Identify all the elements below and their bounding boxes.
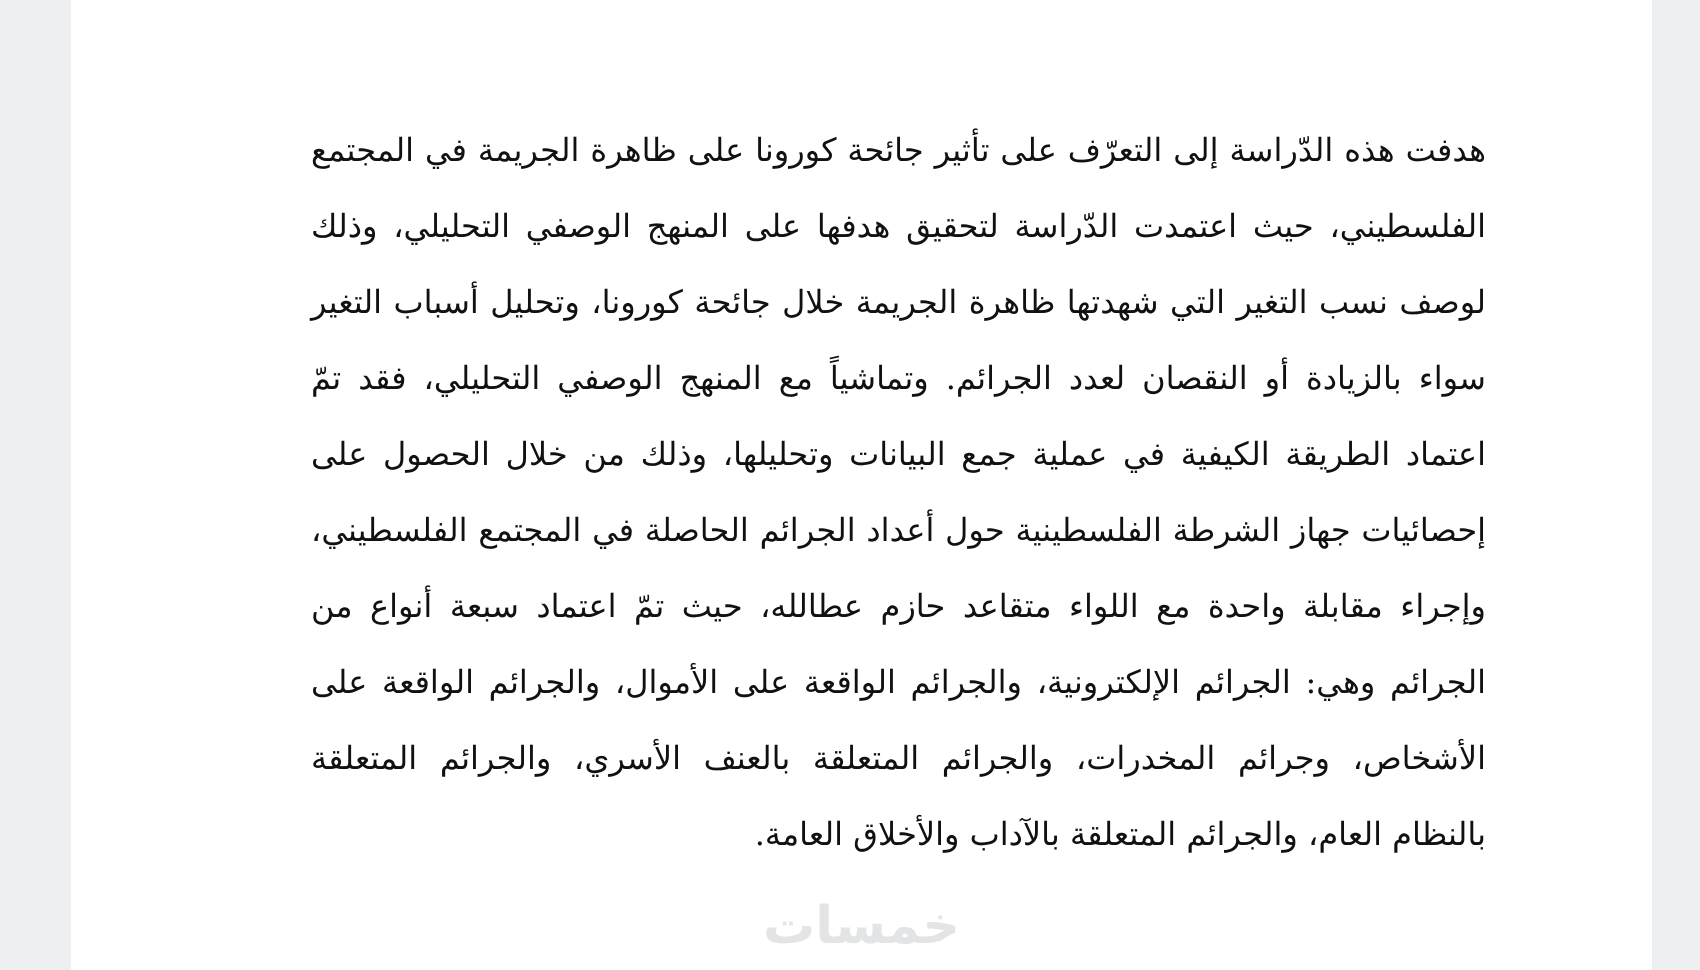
abstract-paragraph: هدفت هذه الدّراسة إلى التعرّف على تأثير جائحة كورونا على ظاهرة الجريمة في المجتمع الفلسطيني، حيث اعتمدت الدّراسة لتحقيق هدفها على المنهج الوصفي التحليلي، وذلك لوصف نسب التغير التي شهدتها ظاهرة الجريمة خلال جائحة كورونا، وتحليل أسباب التغير سواء بالزيادة أو النقصان لعدد الجرائم. وتماشياً مع المنهج الوصفي التحليلي، فقد تمّ اعتماد الطريقة الكيفية في عملية جمع البيانات وتحليلها، وذلك من خلال الحصول على إحصائيات جهاز الشرطة الفلسطينية حول أعداد الجرائم الحاصلة في المجتمع الفلسطيني، وإجراء مقابلة واحدة مع اللواء متقاعد حازم عطالله، حيث تمّ اعتماد سبعة أنواع من الجرائم وهي: الجرائم الإلكترونية، والجرائم الواقعة على الأموال، والجرائم الواقعة على الأشخاص، وجرائم المخدرات، والجرائم المتعلقة بالعنف الأسري، والجرائم المتعلقة بالنظام العام، والجرائم المتعلقة بالآداب والأخلاق العامة.: [311, 131, 1487, 853]
document-page: [71, 0, 1652, 970]
site-watermark: خمسات: [762, 896, 961, 956]
